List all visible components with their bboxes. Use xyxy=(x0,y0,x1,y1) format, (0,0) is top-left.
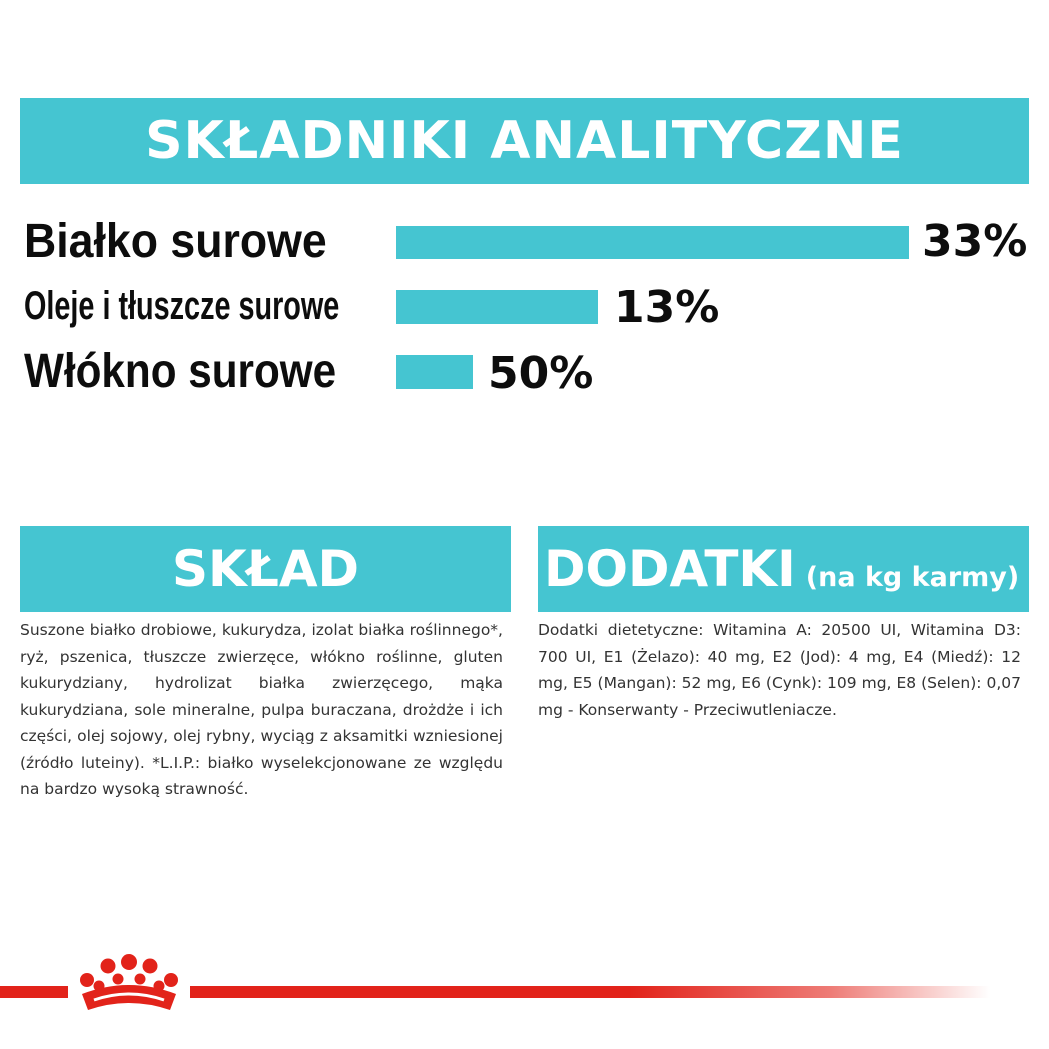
footer-red-line-right xyxy=(190,986,990,998)
value-protein: 33% xyxy=(922,216,1028,267)
bar-protein xyxy=(396,226,909,259)
dodatki-title: DODATKI xyxy=(544,540,796,598)
sklad-banner xyxy=(20,526,511,612)
row-label-fat: Oleje i tłuszcze surowe xyxy=(24,284,340,328)
row-label-fiber: Włókno surowe xyxy=(24,345,337,398)
analytical-title-banner xyxy=(20,98,1029,184)
dodatki-subtitle: (na kg karmy) xyxy=(805,561,1020,593)
dodatki-additives-text: Dodatki dietetyczne: Witamina A: 20500 UI, Witamina D3: 700 UI, E1 (Żelazo): 40 mg, E2 (Jod): 4 mg, E4 (Miedź): 12 mg, E5 (Mangan): 52 mg, E6 (Cynk): 109 mg, E8 (Selen): 0,07 mg - Konserwanty - Przeciwutleniacze. xyxy=(538,621,1021,719)
value-fat: 13% xyxy=(614,282,720,333)
value-fiber: 50% xyxy=(488,348,594,399)
footer-red-line-left xyxy=(0,986,68,998)
sklad-title: SKŁAD xyxy=(171,540,360,598)
dodatki-banner xyxy=(538,526,1029,612)
bar-fat xyxy=(396,290,598,324)
row-label-protein: Białko surowe xyxy=(24,215,327,268)
royal-canin-crown-logo-icon xyxy=(72,952,186,1018)
sklad-ingredients-text: Suszone białko drobiowe, kukurydza, izolat białka roślinnego*, ryż, pszenica, tłuszcze zwierzęce, włókno roślinne, gluten kukurydziany, hydrolizat białka zwierzęcego, mąka kukurydziana, sole mineralne, pulpa buraczana, drożdże i ich części, olej sojowy, olej rybny, wyciąg z aksamitki wzniesionej (źródło luteiny). *L.I.P.: białko wyselekcjonowane ze względu na bardzo wysoką strawność. xyxy=(20,621,503,798)
bar-fiber xyxy=(396,355,473,389)
analytical-title: SKŁADNIKI ANALITYCZNE xyxy=(145,111,904,171)
